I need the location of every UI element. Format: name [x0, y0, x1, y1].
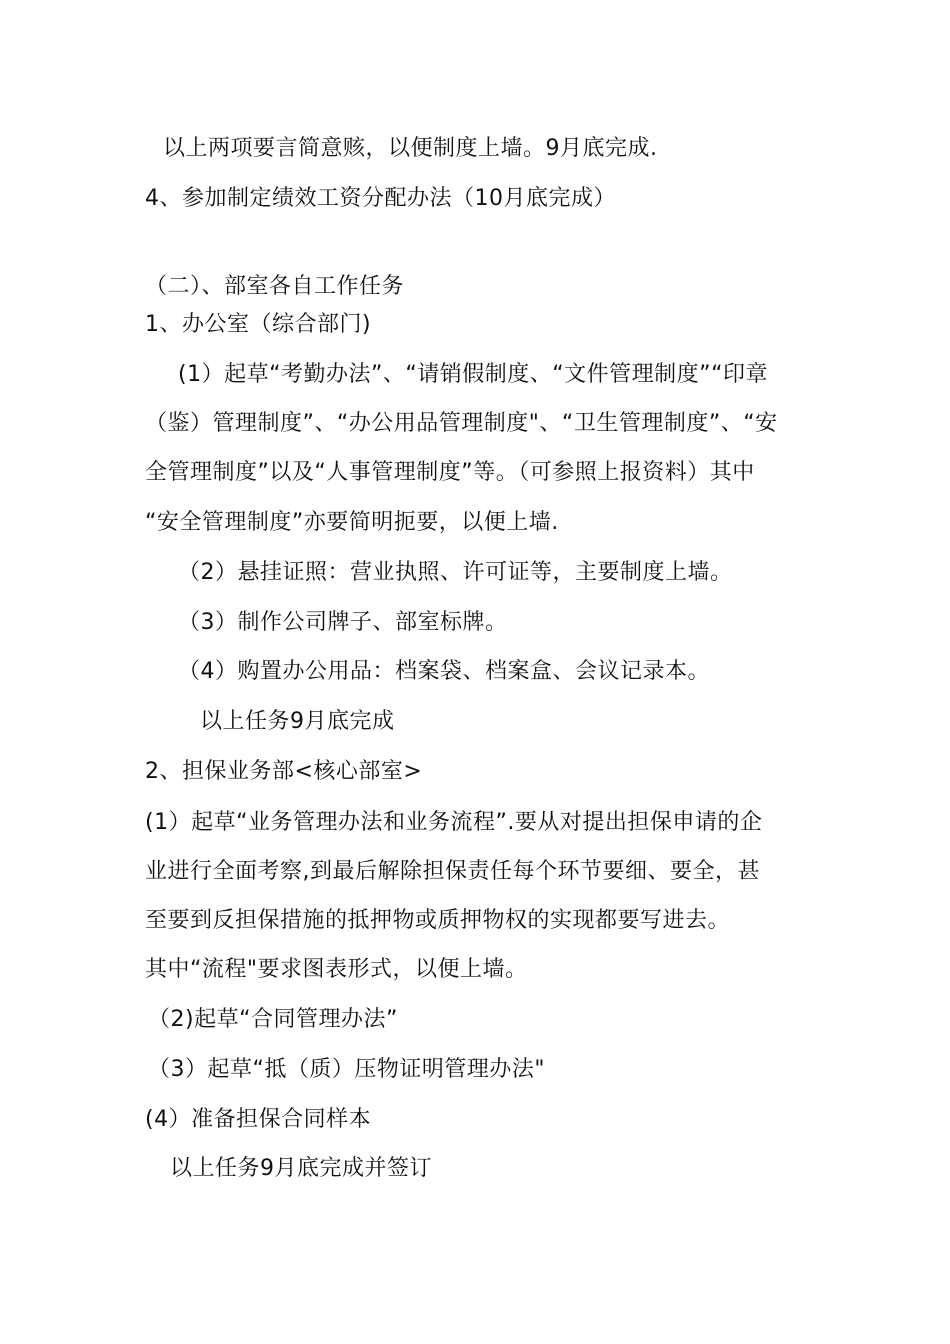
text-line: “安全管理制度”亦要简明扼要，以便上墙. — [145, 510, 559, 535]
section-heading: （二）、部室各自工作任务 — [145, 274, 405, 299]
text-line: 全管理制度”以及“人事管理制度”等。（可参照上报资料）其中 — [145, 460, 755, 485]
text-line: 4、参加制定绩效工资分配办法（10月底完成） — [145, 186, 616, 211]
subsection-heading: 2、担保业务部<核心部室> — [145, 759, 423, 784]
text-line: (4）准备担保合同样本 — [145, 1107, 372, 1132]
text-line: 业进行全面考察,到最后解除担保责任每个环节要细、要全，甚 — [145, 859, 760, 884]
text-line: (1）起草“业务管理办法和业务流程”.要从对提出担保申请的企 — [145, 810, 763, 835]
text-line: 以上任务9月底完成并签订 — [170, 1156, 432, 1181]
text-line: (1）起草“考勤办法”、“请销假制度、“文件管理制度”“印章 — [178, 362, 768, 387]
text-line: （4）购置办公用品：档案袋、档案盒、会议记录本。 — [178, 659, 710, 684]
text-line: 至要到反担保措施的抵押物或质押物权的实现都要写进去。 — [145, 908, 731, 933]
text-line: （3）制作公司牌子、部室标牌。 — [178, 610, 508, 635]
text-line: 其中“流程"要求图表形式，以便上墙。 — [145, 957, 528, 982]
text-line: 以上两项要言简意赅，以便制度上墙。9月底完成. — [163, 136, 658, 161]
text-line: （鉴）管理制度”、“办公用品管理制度"、“卫生管理制度”、“安 — [145, 411, 778, 436]
text-line: （2）悬挂证照：营业执照、许可证等，主要制度上墙。 — [178, 560, 733, 585]
subsection-heading: 1、办公室（综合部门) — [145, 312, 372, 337]
text-line: 以上任务9月底完成 — [200, 709, 395, 734]
text-line: （2)起草“合同管理办法” — [148, 1007, 398, 1032]
text-line: （3）起草“抵（质）压物证明管理办法" — [148, 1057, 546, 1082]
